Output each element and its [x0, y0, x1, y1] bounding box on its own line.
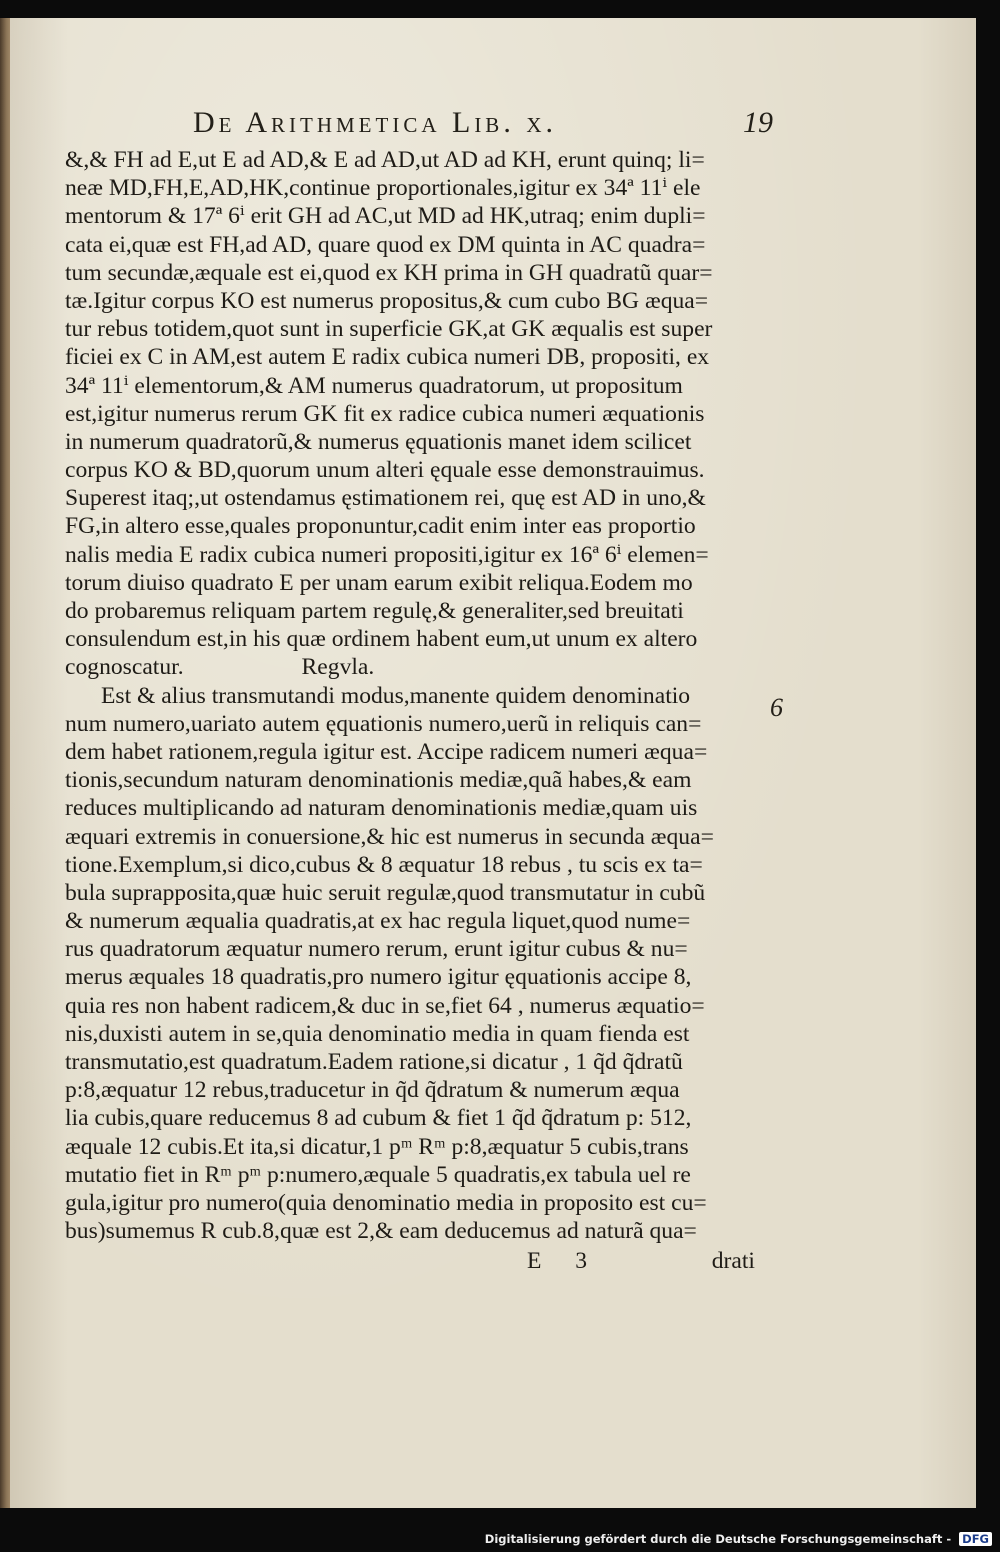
text-line: in numerum quadratorũ,& numerus ęquationis manet idem scilicet — [65, 428, 692, 455]
text-line: æquari extremis in conuersione,& hic est numerus in secunda æqua= — [65, 823, 714, 850]
text-line: torum diuiso quadrato E per unam earum exibit reliqua.Eodem mo — [65, 569, 693, 596]
text-line: num numero,uariato autem ęquationis numero,uerũ in reliquis can= — [65, 710, 702, 737]
text-line: rus quadratorum æquatur numero rerum, erunt igitur cubus & nu= — [65, 936, 688, 963]
book-page — [10, 18, 976, 1508]
signature-mark: E 3 — [527, 1248, 602, 1274]
page-header — [193, 106, 773, 146]
text-line: consulendum est,in his quæ ordinem habent eum,ut unum ex altero — [65, 626, 698, 653]
text-line: bula suprapposita,quæ huic seruit regulæ,quod transmutatur in cubũ — [65, 879, 706, 906]
margin-note: 6 — [770, 693, 783, 722]
credit-text: Digitalisierung gefördert durch die Deutsche Forschungsgemeinschaft - — [484, 1532, 952, 1546]
body-text — [65, 146, 755, 1245]
dfg-logo: DFG — [959, 1532, 992, 1546]
text-line: corpus KO & BD,quorum unum alteri ęquale esse demonstrauimus. — [65, 457, 705, 484]
text-line: tum secundæ,æquale est ei,quod ex KH prima in GH quadratũ quar= — [65, 259, 713, 286]
text-line: quia res non habent radicem,& duc in se,fiet 64 , numerus æquatio= — [65, 992, 705, 1019]
text-line: FG,in altero esse,quales proponuntur,cadit enim inter eas proportio — [65, 513, 696, 540]
page-footer — [65, 1248, 755, 1282]
text-line: dem habet rationem,regula igitur est. Accipe radicem numeri æqua= — [65, 738, 708, 765]
page-number: 19 — [743, 106, 773, 139]
text-line: Est & alius transmutandi modus,manente quidem denominatio — [101, 682, 691, 709]
text-line: bus)sumemus R cub.8,quæ est 2,& eam deducemus ad naturã qua= — [65, 1218, 697, 1245]
text-line: mutatio fiet in Rᵐ pᵐ p:numero,æquale 5 quadratis,ex tabula uel re — [65, 1161, 691, 1188]
running-head: De Arithmetica Lib. x. — [193, 106, 557, 139]
catchword: drati — [711, 1248, 755, 1274]
text-line: tionis,secundum naturam denominationis mediæ,quã habes,& eam — [65, 767, 692, 794]
text-line: 34ª 11ⁱ elementorum,& AM numerus quadratorum, ut propositum — [65, 372, 683, 399]
text-line: est,igitur numerus rerum GK fit ex radice cubica numeri æquationis — [65, 400, 705, 427]
text-line: tione.Exemplum,si dico,cubus & 8 æquatur 18 rebus , tu scis ex ta= — [65, 851, 703, 878]
text-line: mentorum & 17ª 6ⁱ erit GH ad AC,ut MD ad HK,utraq; enim dupli= — [65, 203, 706, 230]
text-line: Superest itaq;,ut ostendamus ęstimationem rei, quę est AD in uno,& — [65, 485, 706, 512]
text-line: æquale 12 cubis.Et ita,si dicatur,1 pᵐ Rᵐ p:8,æquatur 5 cubis,trans — [65, 1133, 689, 1160]
text-line: do probaremus reliquam partem regulę,& generaliter,sed breuitati — [65, 598, 684, 624]
text-line: tæ.Igitur corpus KO est numerus propositus,& cum cubo BG æqua= — [65, 287, 709, 314]
text-line: gula,igitur pro numero(quia denominatio media in proposito est cu= — [65, 1189, 707, 1216]
text-line: reduces multiplicando ad naturam denominationis mediæ,quam uis — [65, 795, 698, 822]
text-line: p:8,æquatur 12 rebus,traducetur in q̃d q̃dratum & numerum æqua — [65, 1077, 680, 1104]
text-line: ficiei ex C in AM,est autem E radix cubica numeri DB, propositi, ex — [65, 344, 710, 371]
text-line: neæ MD,FH,E,AD,HK,continue proportionales,igitur ex 34ª 11ⁱ ele — [65, 175, 701, 202]
text-line: merus æquales 18 quadratis,pro numero igitur ęquationis accipe 8, — [65, 964, 692, 991]
text-line-regula-heading: cognoscatur. Regvla. — [65, 654, 375, 681]
text-line: tur rebus totidem,quot sunt in superficie GK,at GK æqualis est super — [65, 316, 713, 343]
text-line: &,& FH ad E,ut E ad AD,& E ad AD,ut AD ad KH, erunt quinq; li= — [65, 147, 705, 173]
text-line: cata ei,quæ est FH,ad AD, quare quod ex DM quinta in AC quadra= — [65, 231, 706, 258]
text-line: transmutatio,est quadratum.Eadem ratione,si dicatur , 1 q̃d q̃dratũ — [65, 1049, 683, 1075]
digitization-credit — [485, 1532, 992, 1546]
text-line: & numerum æqualia quadratis,at ex hac regula liquet,quod nume= — [65, 908, 691, 935]
text-line: nis,duxisti autem in se,quia denominatio media in quam fienda est — [65, 1020, 690, 1047]
text-line: lia cubis,quare reducemus 8 ad cubum & fiet 1 q̃d q̃dratum p: 512, — [65, 1105, 692, 1132]
text-line: nalis media E radix cubica numeri propositi,igitur ex 16ª 6ⁱ elemen= — [65, 541, 709, 568]
